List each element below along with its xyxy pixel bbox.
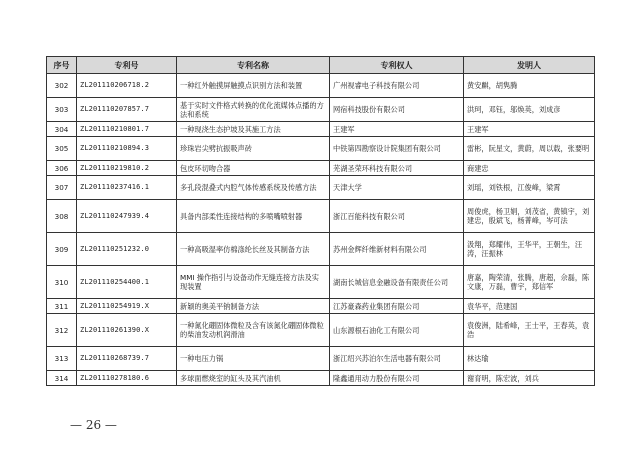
cell-patent-owner: 浙江绍兴苏泊尔生活电器有限公司	[330, 347, 464, 371]
cell-inventors: 黄安麒，胡隽腾	[464, 74, 595, 98]
cell-patent-name: 多孔段混叠式内腔气体传感系统及传感方法	[177, 176, 330, 200]
cell-inventors: 洪珂，邓钰，邬焕英，刘成彦	[464, 98, 595, 122]
cell-patent-name: MMI 操作指引与设备动作无缝连接方法及实现装置	[177, 266, 330, 299]
cell-patent-number: ZL201110278180.6	[77, 371, 177, 386]
cell-patent-name: 基于实时文件格式转换的优化流媒体点播的方法和系统	[177, 98, 330, 122]
header-no: 序号	[47, 57, 77, 74]
cell-patent-number: ZL201110254400.1	[77, 266, 177, 299]
cell-patent-name: 具备内部柔性连接结构的多喷嘴喷射器	[177, 200, 330, 233]
cell-patent-name: 珍珠岩尖劈抗振吸声砖	[177, 137, 330, 161]
cell-patent-number: ZL201110251232.0	[77, 233, 177, 266]
table-row	[47, 299, 595, 314]
cell-patent-name: 一种氮化硼固体微粒及含有该氮化硼固体微粒的柴油发动机润滑油	[177, 314, 330, 347]
cell-patent-owner: 苏州金辉纤维新材料有限公司	[330, 233, 464, 266]
cell-patent-owner: 中铁第四勘察设计院集团有限公司	[330, 137, 464, 161]
cell-patent-number: ZL201110254919.X	[77, 299, 177, 314]
cell-patent-number: ZL201110207857.7	[77, 98, 177, 122]
header-patent-owner: 专利权人	[330, 57, 464, 74]
table-row	[47, 233, 595, 266]
cell-no: 309	[47, 233, 77, 266]
cell-patent-number: ZL201110247939.4	[77, 200, 177, 233]
cell-patent-name: 一种红外触摸屏触摸点识别方法和装置	[177, 74, 330, 98]
table-row	[47, 200, 595, 233]
cell-patent-owner: 网宿科技股份有限公司	[330, 98, 464, 122]
header-patent-number: 专利号	[77, 57, 177, 74]
header-patent-name: 专利名称	[177, 57, 330, 74]
cell-inventors: 汲翔，郑耀伟，王华平，王朝生，汪涛，汪振林	[464, 233, 595, 266]
cell-no: 307	[47, 176, 77, 200]
cell-patent-owner: 隆鑫通用动力股份有限公司	[330, 371, 464, 386]
cell-no: 313	[47, 347, 77, 371]
cell-no: 306	[47, 161, 77, 176]
cell-patent-number: ZL201110210894.3	[77, 137, 177, 161]
cell-inventors: 刘瑶，刘铁根，江俊峰，梁霄	[464, 176, 595, 200]
table-row	[47, 347, 595, 371]
cell-patent-name: 一种电压力锅	[177, 347, 330, 371]
cell-inventors: 袁俊洲，陆希峰，王士平，王春英，袁浩	[464, 314, 595, 347]
cell-no: 310	[47, 266, 77, 299]
cell-no: 305	[47, 137, 77, 161]
table-row	[47, 137, 595, 161]
cell-inventors: 袁华平，范建国	[464, 299, 595, 314]
cell-patent-owner: 王建军	[330, 122, 464, 137]
cell-inventors: 商建忠	[464, 161, 595, 176]
cell-patent-number: ZL201110237416.1	[77, 176, 177, 200]
cell-patent-number: ZL201110210801.7	[77, 122, 177, 137]
cell-patent-owner: 天津大学	[330, 176, 464, 200]
cell-patent-owner: 广州视睿电子科技有限公司	[330, 74, 464, 98]
header-inventors: 发明人	[464, 57, 595, 74]
patent-table	[46, 56, 595, 386]
table-row	[47, 371, 595, 386]
cell-no: 314	[47, 371, 77, 386]
cell-patent-name: 多球面燃烧室的缸头及其汽油机	[177, 371, 330, 386]
cell-patent-owner: 浙江百能科技有限公司	[330, 200, 464, 233]
table-row	[47, 98, 595, 122]
cell-inventors: 谢育明，陈宏波，刘兵	[464, 371, 595, 386]
cell-inventors: 雷彬，阮星文，黄蔚，周以载，张要明	[464, 137, 595, 161]
cell-patent-number: ZL201110268739.7	[77, 347, 177, 371]
cell-no: 303	[47, 98, 77, 122]
cell-patent-owner: 芜湖圣荣环科技有限公司	[330, 161, 464, 176]
cell-inventors: 周俊虎，杨卫娟，刘茂省，黄镇宇，刘建忠，殷斌飞，杨菁峰，岑可法	[464, 200, 595, 233]
table-row	[47, 266, 595, 299]
cell-patent-owner: 江苏豪森药业集团有限公司	[330, 299, 464, 314]
cell-no: 304	[47, 122, 77, 137]
table-row	[47, 314, 595, 347]
cell-patent-number: ZL201110206718.2	[77, 74, 177, 98]
cell-patent-name: 一种现浇生态护坡及其施工方法	[177, 122, 330, 137]
cell-patent-name: 新颖的奥美平钠制备方法	[177, 299, 330, 314]
cell-inventors: 唐嘉，陶荣清，张腾，唐超，佘磊，陈文康，万磊，曹宇，郑信军	[464, 266, 595, 299]
cell-patent-name: 一种高吸湿率仿棉涤纶长丝及其制备方法	[177, 233, 330, 266]
table-row	[47, 161, 595, 176]
cell-patent-owner: 湖南长城信息金融设备有限责任公司	[330, 266, 464, 299]
cell-patent-owner: 山东源根石油化工有限公司	[330, 314, 464, 347]
table-header-row	[47, 57, 595, 74]
table-row	[47, 122, 595, 137]
cell-no: 312	[47, 314, 77, 347]
table-row	[47, 74, 595, 98]
cell-no: 311	[47, 299, 77, 314]
cell-patent-number: ZL201110261390.X	[77, 314, 177, 347]
cell-patent-number: ZL201110219810.2	[77, 161, 177, 176]
cell-inventors: 林达瑜	[464, 347, 595, 371]
cell-no: 308	[47, 200, 77, 233]
cell-inventors: 王建军	[464, 122, 595, 137]
page-number: — 26 —	[70, 418, 117, 432]
cell-no: 302	[47, 74, 77, 98]
table-row	[47, 176, 595, 200]
cell-patent-name: 包皮环切吻合器	[177, 161, 330, 176]
